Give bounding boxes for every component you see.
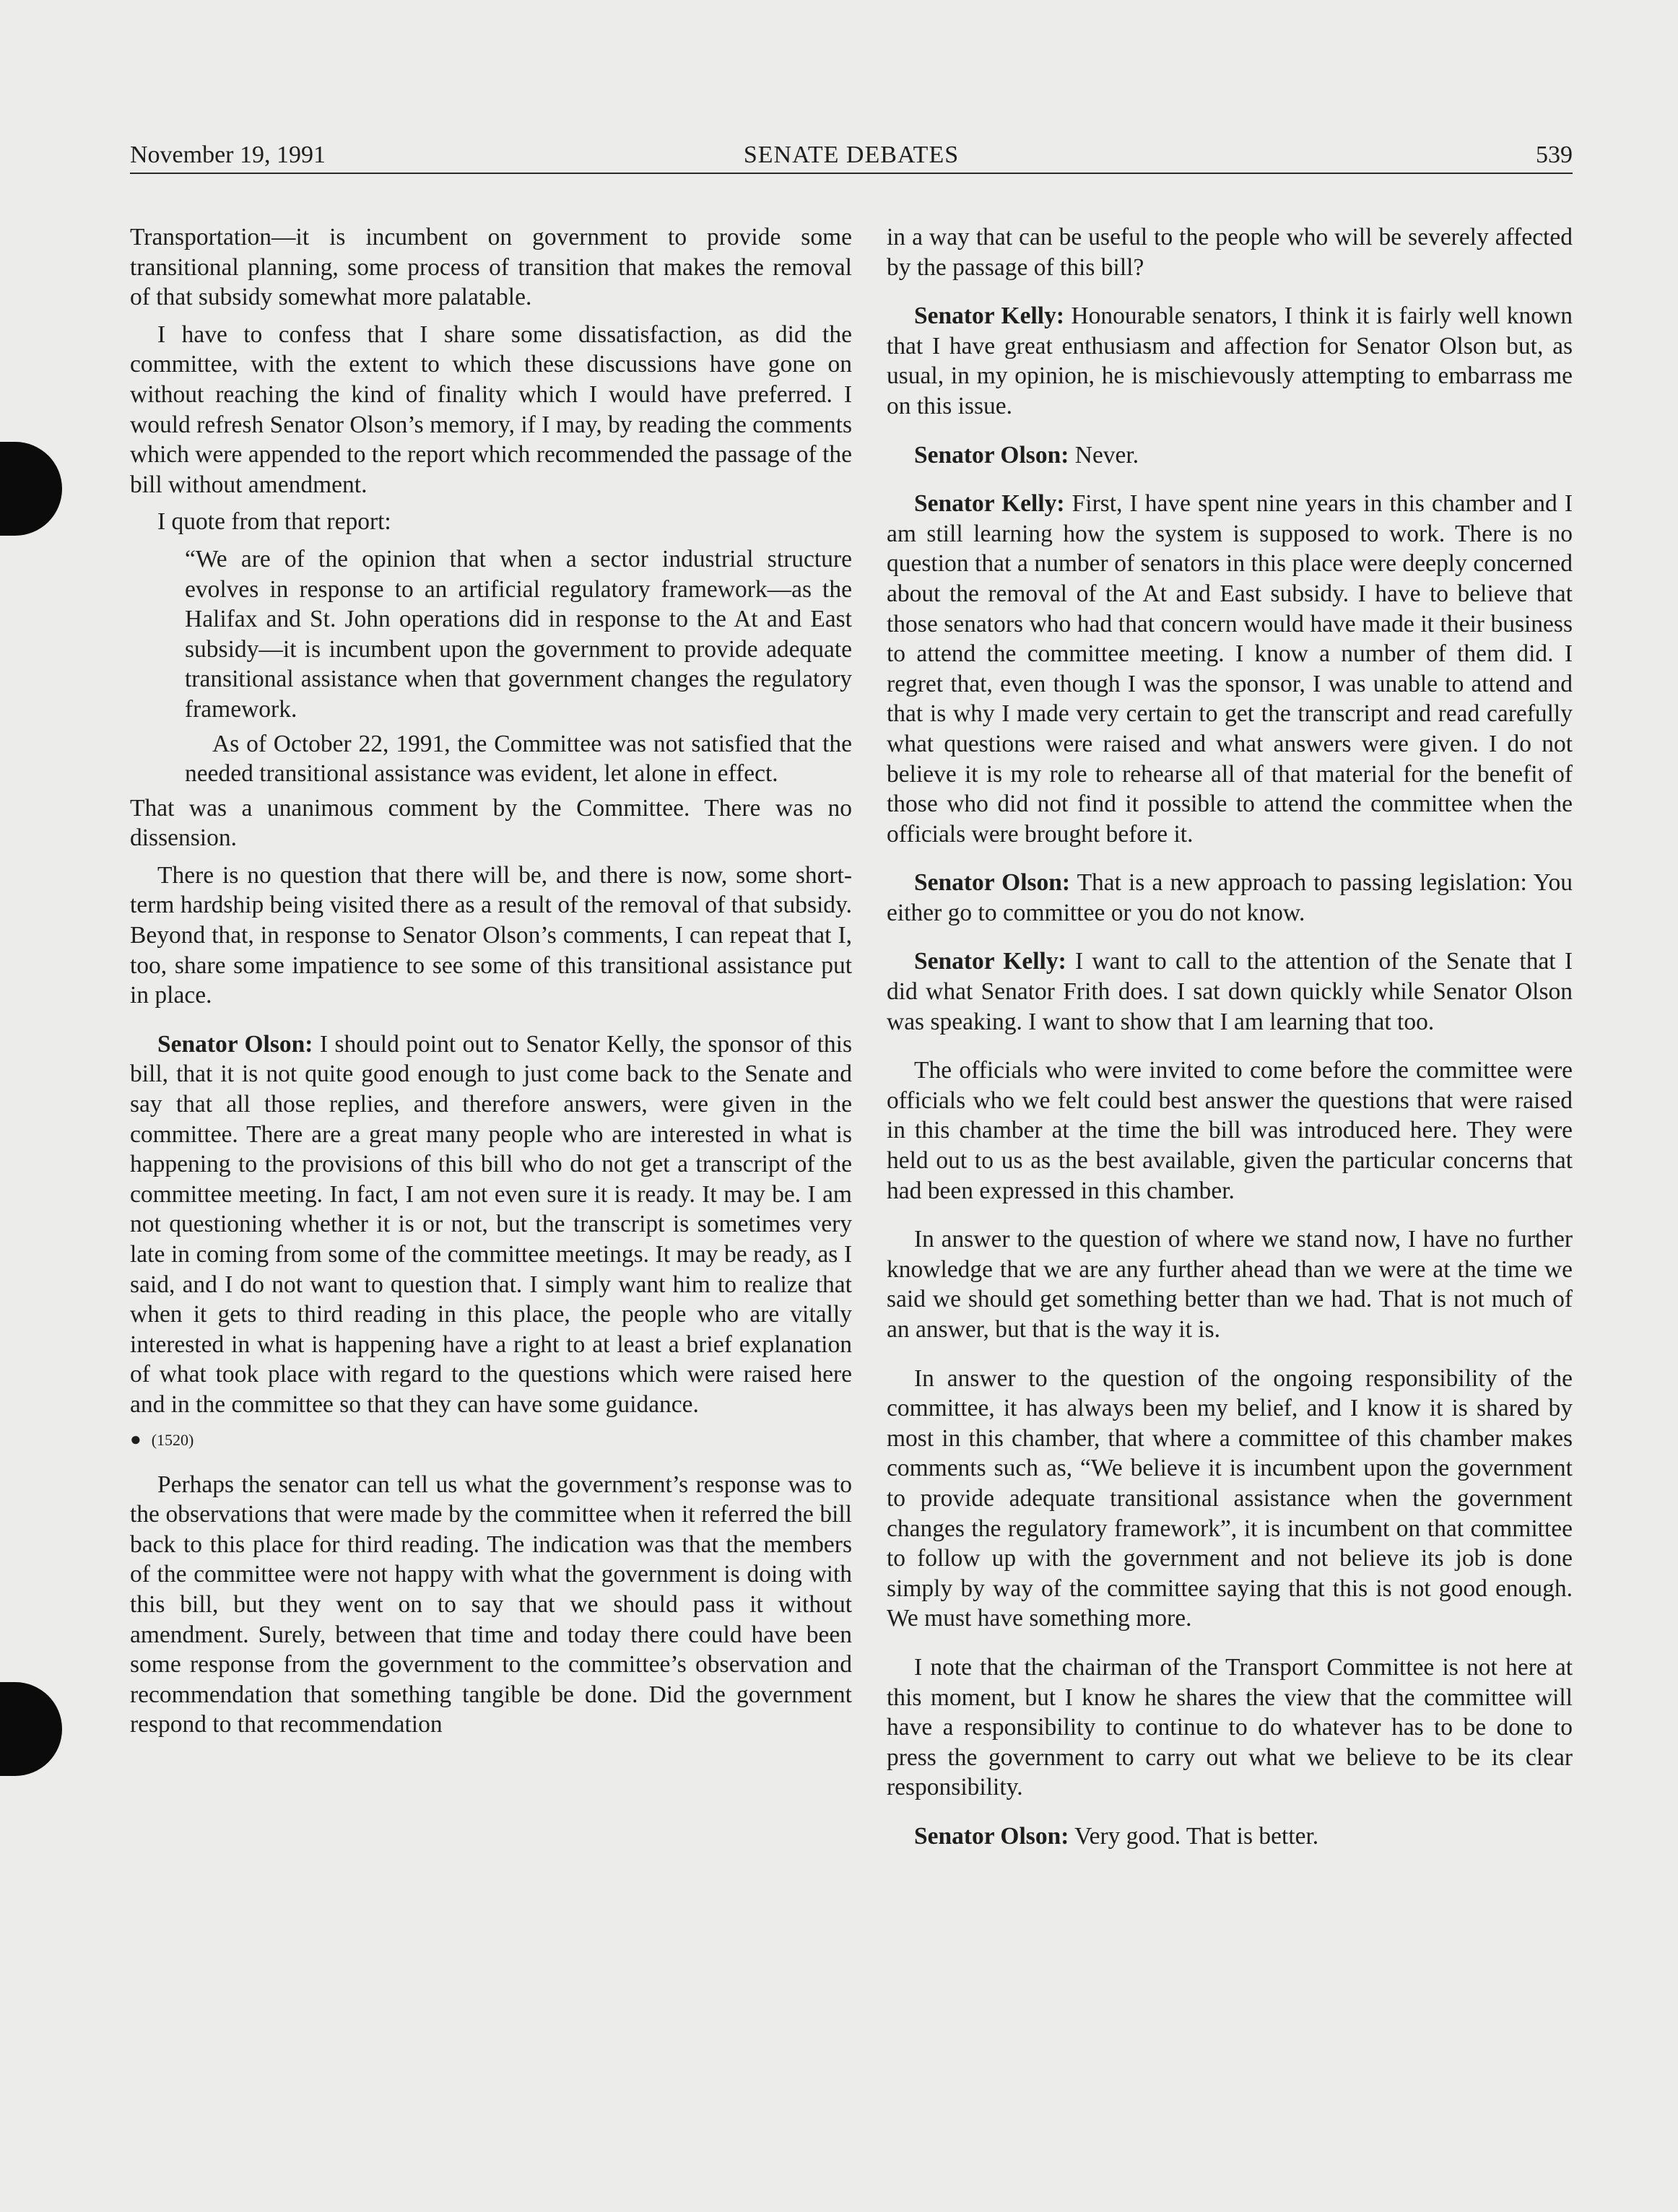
page-header — [130, 139, 1573, 174]
paragraph: There is no question that there will be, and there is now, some short-term hardship being visited there as a result of the removal of that subsidy. Beyond that, in response to Senator Olson’s comments, I can repeat that I, too, share some impatience to see some of this transitional assistance put in place. — [130, 861, 852, 1009]
speaker-name: Senator Kelly: — [914, 948, 1066, 975]
speaker-name: Senator Kelly: — [914, 302, 1064, 330]
block-quote: “We are of the opinion that when a sector industrial structure evolves in response to an artificial regulatory framework—as the Halifax and St. John operations did in response to the At and East subsidy—it is incumbent upon the government to provide adequate transitional assistance when that government changes the regulatory framework. — [185, 545, 852, 723]
speech-text: I want to call to the attention of the Senate that I did what Senator Frith does. I sat down quickly while Senator Olson was speaking. I want to show that I am learning that too. — [887, 948, 1573, 1035]
speech-text: That is a new approach to passing legislation: You either go to committee or you do not know. — [887, 869, 1573, 926]
paragraph: The officials who were invited to come before the committee were officials who we felt could best answer the questions that were raised in this chamber at the time the bill was introduced here. They were held out to us as the best available, given the particular concerns that had been expressed in this chamber. — [887, 1057, 1573, 1204]
speech-text: Never. — [1069, 441, 1139, 469]
time-marker-text: (1520) — [151, 1430, 194, 1449]
speech-paragraph — [887, 301, 1573, 421]
block-quote: As of October 22, 1991, the Committee was not satisfied that the needed transitional assistance was evident, let alone in effect. — [185, 730, 852, 788]
punch-hole — [0, 1682, 62, 1776]
speaker-name: Senator Olson: — [914, 1822, 1069, 1850]
speech-paragraph — [887, 946, 1573, 1037]
header-title: SENATE DEBATES — [743, 141, 960, 168]
speech-paragraph — [887, 868, 1573, 928]
speech-text: I should point out to Senator Kelly, the sponsor of this bill, that it is not quite good enough to just come back to the Senate and say that all those replies, and therefore answers, were given in the committee. There are a great many people who are interested in what is happening to the provisions of this bill who do not get a transcript of the committee meeting. In fact, I am not even sure it is ready. It may be. I am not questioning whether it is or not, but the transcript is sometimes very late in coming from some of the committee meetings. It may be ready, as I said, and I do not want to question that. I simply want him to realize that when it gets to third reading in this place, the people who are vitally interested in what is happening have a right to at least a brief explanation of what took place with regard to the questions which were raised here and in the committee so that they can have some guidance. — [130, 1030, 852, 1418]
paragraph: In answer to the question of where we stand now, I have no further knowledge that we are any further ahead than we were at the time we said we should get something better than we had. That is not much of an answer, but that is the way it is. — [887, 1226, 1573, 1343]
speaker-name: Senator Olson: — [914, 441, 1069, 469]
header-page-number: 539 — [1536, 141, 1573, 168]
paragraph: Transportation—it is incumbent on government to provide some transitional planning, some process of transition that makes the removal of that subsidy somewhat more palatable. — [130, 224, 852, 311]
header-date: November 19, 1991 — [130, 141, 326, 168]
punch-hole — [0, 442, 62, 536]
left-column — [130, 222, 852, 1740]
time-marker — [130, 1429, 852, 1451]
paragraph: I note that the chairman of the Transport Committee is not here at this moment, but I know he shares the view that the committee will have a responsibility to continue to do whatever has to be done to press the government to carry out what we believe to be its clear responsibility. — [887, 1653, 1573, 1801]
paragraph: That was a unanimous comment by the Committee. There was no dissension. — [130, 794, 852, 852]
right-column — [887, 222, 1573, 1852]
speech-paragraph — [887, 489, 1573, 849]
speaker-name: Senator Olson: — [157, 1030, 313, 1058]
paragraph: Perhaps the senator can tell us what the government’s response was to the observations that were made by the committee when it referred the bill back to this place for third reading. The indication was that the members of the committee were not happy with what the government is doing with this bill, but they went on to say that we should pass it without amendment. Surely, between that time and today there could have been some response from the government to the committee’s observation and recommendation that something tangible be done. Did the government respond to that recommendation — [130, 1471, 852, 1738]
speech-paragraph — [887, 1821, 1573, 1852]
speaker-name: Senator Olson: — [914, 869, 1071, 897]
speech-paragraph — [130, 1029, 852, 1420]
speaker-name: Senator Kelly: — [914, 490, 1065, 518]
paragraph: I have to confess that I share some dissatisfaction, as did the committee, with the extent to which these discussions have gone on without reaching the kind of finality which I would have preferred. I would refresh Senator Olson’s memory, if I may, by reading the comments which were appended to the report which recommended the passage of the bill without amendment. — [130, 321, 852, 498]
speech-text: Very good. That is better. — [1069, 1822, 1319, 1850]
speech-paragraph — [887, 440, 1573, 471]
speech-text: First, I have spent nine years in this chamber and I am still learning how the system is supposed to work. There is no question that a number of senators in this place were deeply concerned about the removal of the At and East subsidy. I have to believe that those senators who had that concern would have made it their business to attend the committee meeting. I know a number of them did. I regret that, even though I was the sponsor, I was unable to attend and that is why I made very certain to get the transcript and read carefully what questions were raised and what answers were given. I do not believe it is my role to rehearse all of that material for the benefit of those who did not find it possible to attend the committee when the officials were brought before it. — [887, 490, 1573, 848]
paragraph: In answer to the question of the ongoing responsibility of the committee, it has always been my belief, and I know it is shared by most in this chamber, that where a committee of this chamber makes comments such as, “We believe it is incumbent upon the government to provide adequate transitional assistance when the government changes the regulatory framework”, it is incumbent on that committee to follow up with the government and not believe its job is done simply by way of the committee saying that this is not good enough. We must have something more. — [887, 1364, 1573, 1632]
paragraph: I quote from that report: — [157, 508, 391, 536]
bullet-icon: ● — [130, 1428, 142, 1450]
paragraph: in a way that can be useful to the people who will be severely affected by the passage of this bill? — [887, 224, 1573, 281]
speech-text: Honourable senators, I think it is fairly well known that I have great enthusiasm and affection for Senator Olson but, as usual, in my opinion, he is mischievously attempting to embarrass me on this issue. — [887, 302, 1573, 419]
